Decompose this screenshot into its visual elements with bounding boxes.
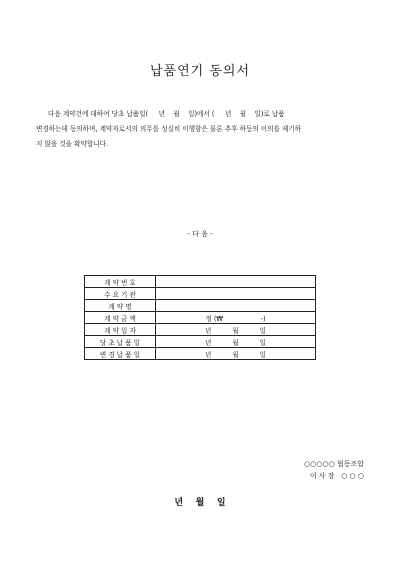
table-row: [85, 300, 316, 312]
section-label: - 다 음 -: [187, 230, 213, 238]
agreement-body: [36, 107, 372, 152]
row-label: 계 약 번 호: [85, 276, 156, 288]
signature-rep: 이 사 장 ○ ○ ○: [309, 472, 364, 480]
table-row: [85, 348, 316, 360]
signature-block: [304, 458, 364, 482]
body-line-3: 지 않을 것을 확약합니다.: [36, 140, 109, 148]
document-title: 납품연기 동의서: [149, 64, 251, 79]
signature-org: ○○○○○ 협동조합: [304, 460, 364, 468]
row-label: 당 초 납 품 일: [85, 336, 156, 348]
body-line-1: 다음 계약건에 대하여 당초 납품일( 년 월 일)에서 ( 년 월 일)로 납품: [48, 110, 285, 118]
table-row: [85, 312, 316, 324]
row-value: 년 월 일: [156, 348, 316, 360]
row-label: 수 요 기 관: [85, 288, 156, 300]
table-row: [85, 288, 316, 300]
row-label: 계 약 일 자: [85, 324, 156, 336]
row-value: 정 (₩ -): [156, 312, 316, 324]
table-row: [85, 276, 316, 288]
table-row: [85, 336, 316, 348]
contract-info-table: [84, 275, 316, 360]
table-row: [85, 324, 316, 336]
row-value: [156, 300, 316, 312]
row-label: 계 약 금 액: [85, 312, 156, 324]
row-value: 년 월 일: [156, 336, 316, 348]
row-value: [156, 288, 316, 300]
body-line-2: 변경하는데 동의하며, 계약자로서의 의무를 성실히 이행함은 물론 추후 하등의 이의를 제기하: [36, 125, 302, 133]
row-value: 년 월 일: [156, 324, 316, 336]
row-label: 계 약 명: [85, 300, 156, 312]
row-value: [156, 276, 316, 288]
date-line: 년 월 일: [174, 498, 226, 508]
row-label: 변 경 납 품 일: [85, 348, 156, 360]
